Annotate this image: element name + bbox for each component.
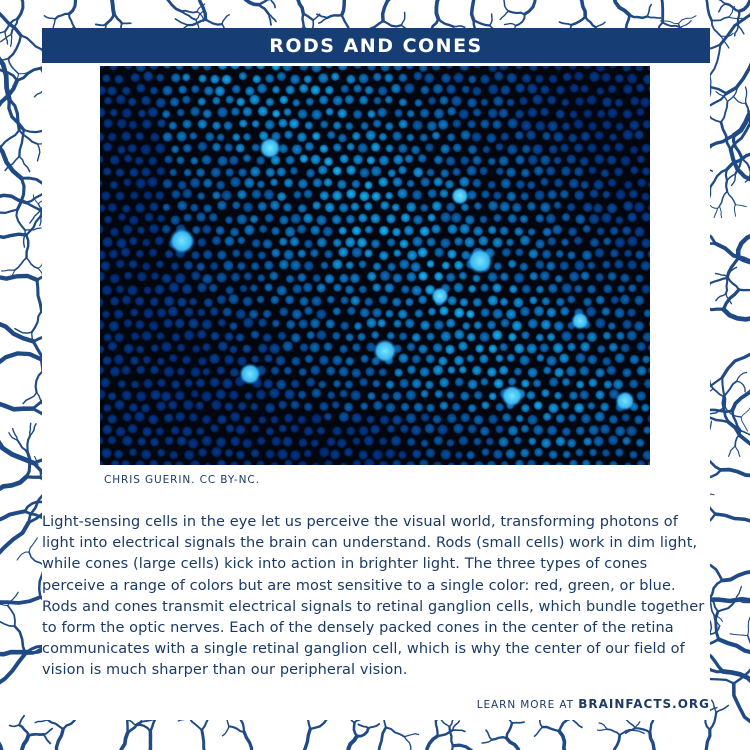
learn-more-prefix: LEARN MORE AT xyxy=(476,699,579,711)
learn-more-link[interactable] xyxy=(477,697,710,711)
body-text: Light-sensing cells in the eye let us perceive the visual world, transforming photons of light into electrical signals the brain can understand. Rods (small cells) work in dim light, while cones (large cells) kick into action in brighter light. The three types of cones perceive a range of colors but are most sensitive to a single color: red, green, or blue. Rods and cones transmit electrical signals to retinal ganglion cells, which bundle together to form the optic nerves. Each of the densely packed cones in the center of the retina communicates with a single retinal ganglion cell, which is why the center of our field of vision is much sharper than our peripheral vision. xyxy=(42,514,705,679)
page-title: RODS AND CONES xyxy=(269,34,483,57)
photo-credit: CHRIS GUERIN. CC BY-NC. xyxy=(104,474,260,486)
retina-micrograph-image xyxy=(100,66,650,465)
brainfacts-site: BRAINFACTS.ORG xyxy=(578,697,710,711)
title-bar xyxy=(42,28,710,63)
